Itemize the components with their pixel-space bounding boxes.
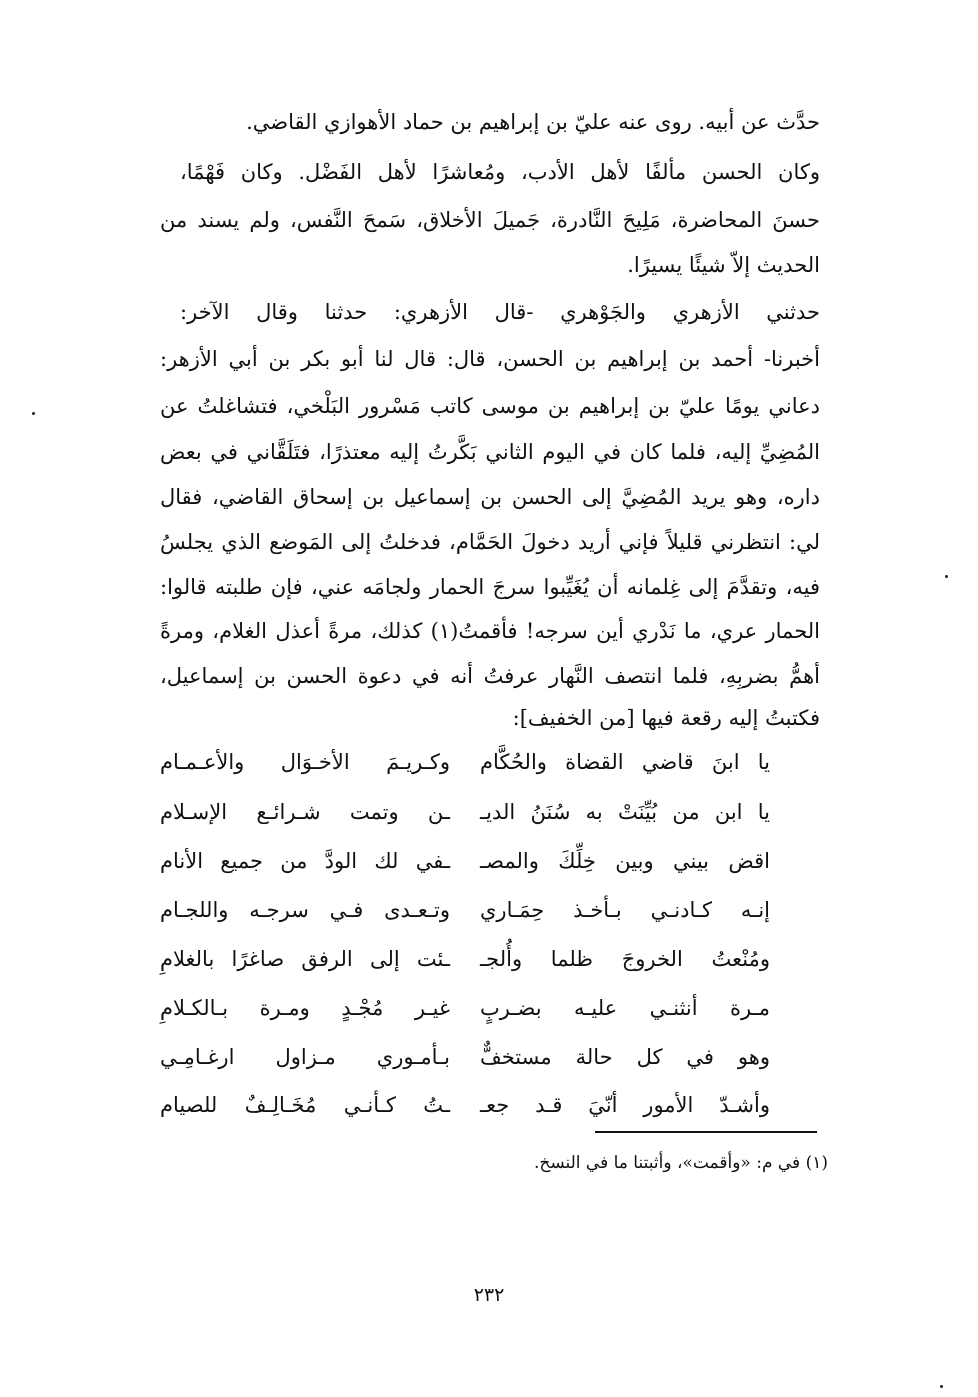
poem-verse: [160, 1088, 770, 1122]
paragraph-line: داره، وهو يريد المُضِيَّ إلى الحسن بن إسماعيل بن إسحاق القاضي، فقال: [160, 485, 820, 509]
poem-verse: [160, 991, 770, 1025]
verse-second-hemistich: وكـريـمَ الأخـوَال والأعـمـام: [160, 750, 450, 774]
verse-second-hemistich: وتـعـدى فـي سرجـه واللجـام: [160, 898, 450, 922]
paragraph-line: وكان الحسن مألفًا لأهل الأدب، ومُعاشرًا لأهل الفَضْل. وكان فَهْمًا،: [180, 160, 820, 184]
verse-first-hemistich: اقض بيني وبين خِلِّكَ والمصـ: [480, 849, 770, 873]
verse-first-hemistich: مـرة أنثنـي عليـه بضـربٍ: [480, 996, 770, 1020]
poem-verse: [160, 844, 770, 878]
verse-second-hemistich: غيـر مُجْـدٍ ومـرة بـالكـلامِ: [160, 996, 450, 1020]
paragraph-line: الحديث إلاّ شيئًا يسيرًا.: [627, 253, 820, 277]
verse-second-hemistich: بـأمـوري مـزاول ارغـامِـي: [160, 1045, 450, 1069]
poem-verse: [160, 893, 770, 927]
verse-second-hemistich: ـئت إلى الرفق صاغرًا بالغلامِ: [160, 947, 450, 971]
verse-first-hemistich: وهو في كل حالة مستخفٌّ: [480, 1045, 770, 1069]
paragraph-line: أخبرنا- أحمد بن إبراهيم بن الحسن، قال: قال لنا أبو بكر بن أبي الأزهر:: [160, 347, 820, 371]
paragraph-line: حدثني الأزهري والجَوْهري -قال الأزهري: حدثنا وقال الآخر:: [180, 300, 820, 324]
verse-first-hemistich: يا ابن من بُيِّنَتْ به سُنَنُ الديـ: [480, 800, 770, 824]
verse-first-hemistich: يا ابنَ قاضي القضاة والحُكَّام: [480, 750, 770, 774]
verse-second-hemistich: ـن وتمت شـرائـع الإسـلام: [160, 800, 450, 824]
page-number: ٢٣٢: [473, 1284, 505, 1306]
verse-second-hemistich: ـفي لك الودَّ من جميع الأنام: [160, 849, 450, 873]
paragraph-line: الحمار عري، ما نَدْري أين سرجه! فأقمتُ(١) كذلك، مرةً أعذل الغلام، ومرةً: [160, 619, 820, 643]
paragraph-line: دعاني يومًا عليّ بن إبراهيم بن موسى كاتب مَسْرور البَلْخي، فتشاغلتُ عن: [160, 394, 820, 418]
verse-first-hemistich: وأشـدّ الأمور أنّيَ قـد جعـ: [480, 1093, 770, 1117]
paragraph-line: حدَّث عن أبيه. روى عنه عليّ بن إبراهيم بن حماد الأهوازي القاضي.: [246, 110, 820, 134]
paragraph-line: المُضِيِّ إليه، فلما كان في اليوم الثاني بَكَّرتُ إليه معتذرًا، فتَلَقَّاني في بعض: [160, 440, 820, 464]
scan-speck: [945, 575, 948, 578]
paragraph-line: حسنَ المحاضرة، مَلِيحَ النَّادرة، جَميلَ الأخلاق، سَمحَ النَّفس، ولم يسند من: [160, 208, 820, 232]
footnote: (١) في م: «وأقمت»، وأثبتنا ما في النسخ.: [533, 1153, 828, 1173]
paragraph-line: أهمُّ بضربِهِ، فلما انتصف النَّهار عرفتُ أنه في دعوة الحسن بن إسماعيل،: [160, 664, 820, 688]
poem-verse: [160, 745, 770, 779]
verse-first-hemistich: إنـه كـادنـي بـأخـذ حِمَـاري: [480, 898, 770, 922]
paragraph-line: فكتبتُ إليه رقعة فيها [من الخفيف]:: [512, 706, 820, 730]
poem-verse: [160, 795, 770, 829]
verse-first-hemistich: ومُنْعتُ الخروجَ ظلما وأُلجـ: [480, 947, 770, 971]
paragraph-line: فيه، وتقدَّمَ إلى غِلمانه أن يُغَيِّبوا سرجَ الحمار ولجامَه عني، فإن طلبته قالوا:: [160, 575, 820, 599]
scan-speck: [32, 412, 35, 415]
poem-verse: [160, 1040, 770, 1074]
footnote-divider: [595, 1131, 817, 1133]
poem-verse: [160, 942, 770, 976]
verse-second-hemistich: ـتُ كـأنـي مُخَـالِـفٌ للصيام: [160, 1093, 450, 1117]
scan-speck: [940, 1385, 943, 1388]
paragraph-line: لي: انتظرني قليلاً فإني أريد دخولَ الحَمَّام، فدخلتُ إلى المَوضع الذي يجلسُ: [160, 530, 820, 554]
